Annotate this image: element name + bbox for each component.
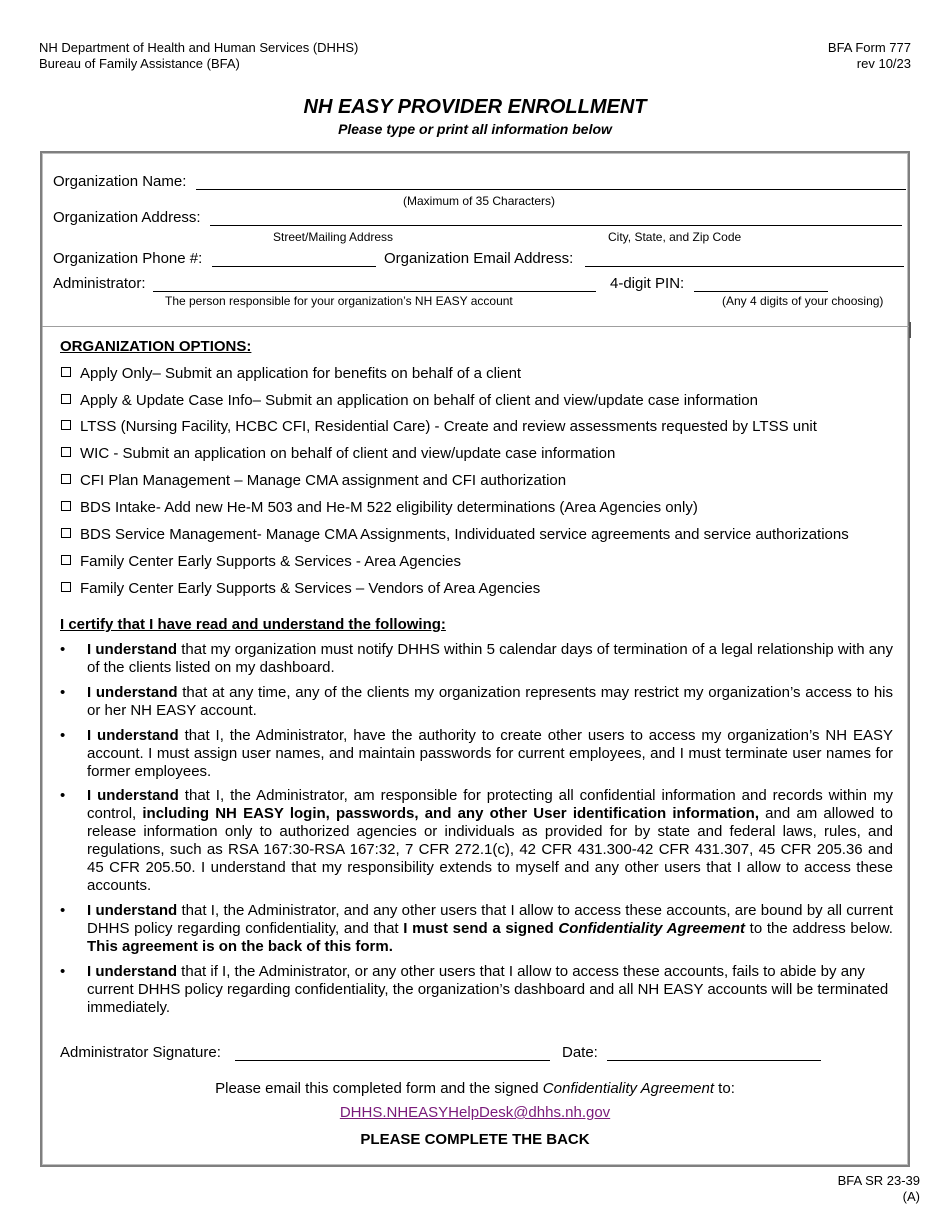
certify-title: I certify that I have read and understand the following: [60,616,446,633]
form-id-block [828,40,911,72]
signature-field[interactable] [235,1060,550,1061]
bullet-icon: • [60,787,66,804]
certify-item-3: I understand that I, the Administrator, have the authority to create other users to access my organization’s NH EASY account. I must assign user names, and maintain passwords for current employees, and I must terminate user names for former employees. [87,727,893,780]
bullet-icon: • [60,902,66,919]
checkbox[interactable] [61,528,71,538]
org-name-hint: (Maximum of 35 Characters) [403,194,556,208]
bullet-icon: • [60,963,66,980]
option-label: CFI Plan Management – Manage CMA assignment and CFI authorization [80,472,567,489]
option-label: WIC - Submit an application on behalf of client and view/update case information [80,445,616,462]
bullet-icon: • [60,684,66,701]
option-label: Family Center Early Supports & Services - Area Agencies [80,553,461,570]
option-ltss[interactable] [61,418,817,436]
org-address-field[interactable] [210,225,902,226]
page-subtitle: Please type or print all information below [338,121,612,137]
date-field[interactable] [607,1060,821,1061]
form-code-suffix: (A) [902,1189,920,1204]
option-label: LTSS (Nursing Facility, HCBC CFI, Residential Care) - Create and review assessments requested by LTSS unit [80,418,817,435]
complete-back-notice: PLEASE COMPLETE THE BACK [360,1131,590,1148]
administrator-field[interactable] [153,291,596,292]
certify-item-4: I understand that I, the Administrator, am responsible for protecting all confidential information and records within my control, including NH EASY login, passwords, and any other User identification information, and am allowed to release information only to authorized agencies or individuals as provided for by state and federal laws, rules, and regulations, such as RSA 167:30-RSA 167:32, 7 CFR 272.1(c), 42 CFR 431.300-42 CFR 431.307, 45 CFR 205.36 and 45 CFR 205.50. I understand that my responsibility extends to myself and any other users that I allow to access these accounts. [87,787,893,894]
checkbox[interactable] [61,582,71,592]
option-bds-service[interactable] [61,526,849,544]
option-label: Family Center Early Supports & Services – Vendors of Area Agencies [80,580,541,597]
email-instructions: Please email this completed form and the signed Confidentiality Agreement to: [215,1080,735,1097]
city-state-zip-hint: City, State, and Zip Code [608,230,742,244]
certify-item-6: I understand that if I, the Administrator, or any other users that I allow to access these accounts, fails to abide by any current DHHS policy regarding confidentiality, the organization’s dashboard and all NH EASY accounts will be terminated immediately. [87,963,889,1016]
bullet-icon: • [60,641,66,658]
page-title: NH EASY PROVIDER ENROLLMENT [303,96,647,118]
checkbox[interactable] [61,367,71,377]
org-name-field[interactable] [196,189,906,190]
pin-hint: (Any 4 digits of your choosing) [722,294,884,308]
option-family-center-vendors[interactable] [61,580,540,598]
option-wic[interactable] [61,445,615,463]
agency-name: NH Department of Health and Human Services (DHHS) [39,40,359,55]
option-apply-update[interactable] [61,392,758,410]
option-label: Apply Only– Submit an application for benefits on behalf of a client [80,365,522,382]
org-email-label: Organization Email Address: [384,250,574,267]
form-revision: rev 10/23 [856,56,911,71]
divider-tick [909,322,911,338]
checkbox[interactable] [61,394,71,404]
org-phone-field[interactable] [212,266,376,267]
certify-item-2: I understand that at any time, any of the clients my organization represents may restrict my organization’s access to his or her NH EASY account. [87,684,893,719]
certify-item-1: I understand that my organization must notify DHHS within 5 calendar days of termination of a legal relationship with any of the clients listed on my dashboard. [87,641,893,676]
pin-label: 4-digit PIN: [610,275,685,292]
checkbox[interactable] [61,501,71,511]
options-title: ORGANIZATION OPTIONS: [60,338,252,355]
checkbox[interactable] [61,447,71,457]
section-divider [42,326,910,327]
org-name-label: Organization Name: [53,173,187,190]
org-email-field[interactable] [585,266,904,267]
form-id: BFA Form 777 [827,40,911,55]
org-address-label: Organization Address: [53,209,201,226]
option-family-center-aa[interactable] [61,553,461,571]
email-link-row [0,1104,950,1121]
form-code: BFA SR 23-39 [837,1173,920,1188]
option-label: Apply & Update Case Info– Submit an application on behalf of client and view/update case information [80,392,758,409]
street-hint: Street/Mailing Address [273,230,394,244]
date-label: Date: [562,1044,598,1061]
administrator-label: Administrator: [53,275,146,292]
option-cfi-plan[interactable] [61,472,566,490]
checkbox[interactable] [61,555,71,565]
org-phone-label: Organization Phone #: [53,250,203,267]
certify-item-5: I understand that I, the Administrator, and any other users that I allow to access these accounts, are bound by all current DHHS policy regarding confidentiality, and that I must send a signed Confidentiality Agreement to the address below. This agreement is on the back of this form. [87,902,893,955]
checkbox[interactable] [61,474,71,484]
option-bds-intake[interactable] [61,499,698,517]
option-label: BDS Intake- Add new He-M 503 and He-M 522 eligibility determinations (Area Agencies only) [80,499,698,516]
option-apply-only[interactable] [61,365,521,383]
signature-label: Administrator Signature: [60,1044,221,1061]
form-code-block [838,1173,920,1205]
checkbox[interactable] [61,420,71,430]
bullet-icon: • [60,727,66,744]
helpdesk-email-link[interactable]: DHHS.NHEASYHelpDesk@dhhs.nh.gov [339,1104,611,1121]
pin-field[interactable] [694,291,828,292]
administrator-hint: The person responsible for your organization’s NH EASY account [165,294,513,308]
option-label: BDS Service Management- Manage CMA Assignments, Individuated service agreements and service authorizations [80,526,849,543]
agency-header [39,40,358,72]
bureau-name: Bureau of Family Assistance (BFA) [39,56,240,71]
